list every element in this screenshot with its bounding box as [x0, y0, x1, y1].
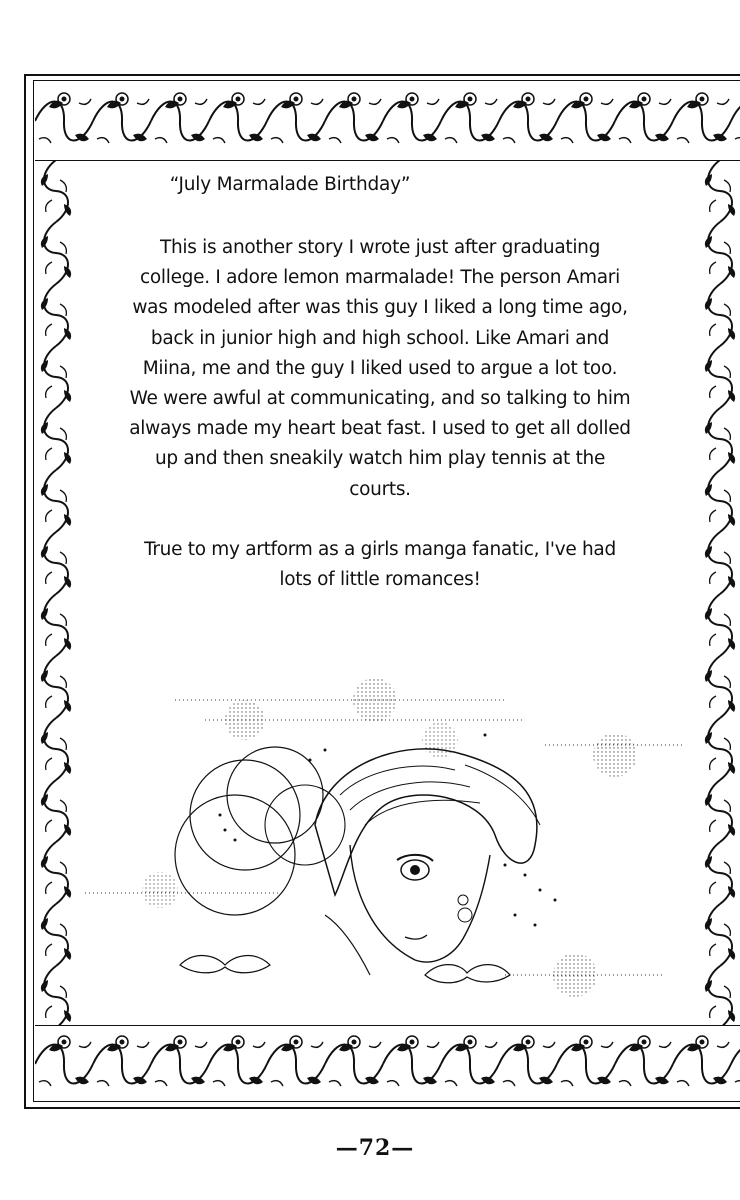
- manga-girl-illustration-icon: [85, 675, 705, 1020]
- floral-border-top-icon: [35, 82, 740, 161]
- text-line: True to my artform as a girls manga fanatic, I've had: [144, 539, 616, 560]
- note-paragraph-1: [110, 233, 650, 505]
- text-line: up and then sneakily watch him play tennis at the: [154, 448, 606, 470]
- text-line: lots of little romances!: [279, 569, 481, 591]
- floral-border-right-icon: [700, 160, 740, 1025]
- text-line: This is another story I wrote just after graduating: [159, 237, 601, 258]
- note-paragraph-2: [110, 535, 650, 595]
- text-line: Miina, me and the guy I liked used to argue a lot too.: [142, 357, 618, 379]
- floral-border-bottom-icon: [35, 1025, 740, 1102]
- page-number: —72—: [335, 1135, 415, 1161]
- floral-border-left-icon: [35, 160, 77, 1025]
- text-line: always made my heart beat fast. I used to get all dolled: [129, 418, 631, 440]
- text-line: courts.: [349, 478, 411, 500]
- text-line: was modeled after was this guy I liked a long time ago,: [132, 297, 628, 319]
- story-title: “July Marmalade Birthday”: [169, 174, 411, 195]
- text-line: back in junior high and high school. Like Amari and: [150, 327, 610, 349]
- text-line: college. I adore lemon marmalade! The person Amari: [140, 267, 620, 289]
- text-line: We were awful at communicating, and so talking to him: [129, 388, 631, 410]
